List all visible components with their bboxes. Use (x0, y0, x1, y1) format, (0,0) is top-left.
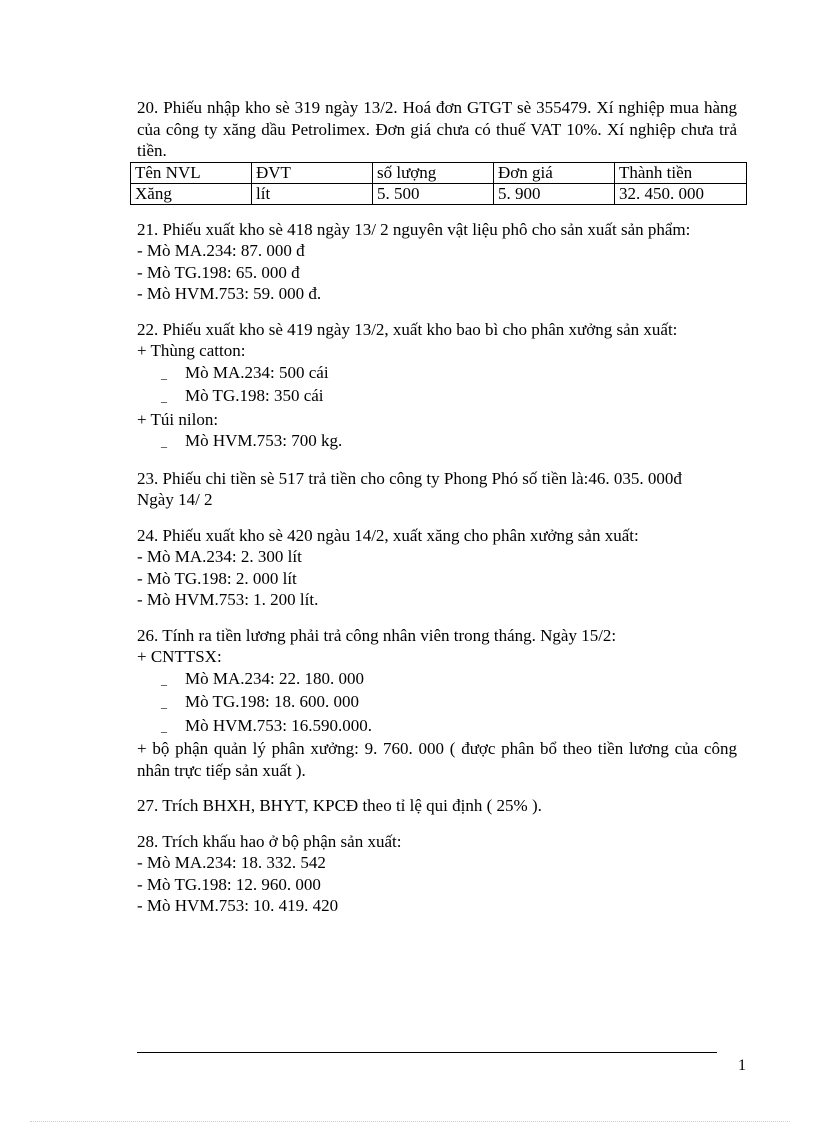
table-header-cell: ĐVT (252, 162, 373, 183)
section-28 (137, 831, 737, 917)
section-27-text: 27. Trích BHXH, BHYT, KPCĐ theo tỉ lệ qui định ( 25% ). (137, 796, 542, 815)
table-header-cell: Tên NVL (131, 162, 252, 183)
list-item: - Mò HVM.753: 10. 419. 420 (137, 896, 339, 915)
group-label: + Túi nilon: (137, 409, 219, 429)
page-edge-divider (30, 1121, 790, 1122)
footer-divider (137, 1052, 717, 1053)
table-cell: lít (252, 183, 373, 204)
list-item: - Mò HVM.753: 1. 200 lít. (137, 590, 319, 609)
section-24 (137, 525, 737, 611)
list-item: _ Mò HVM.753: 16.590.000. (137, 715, 737, 739)
list-item: - Mò HVM.753: 59. 000 đ. (137, 284, 322, 303)
list-item: _ Mò MA.234: 500 cái (137, 362, 737, 386)
bullet-icon: _ (161, 719, 167, 734)
table-cell: Xăng (131, 183, 252, 204)
list-item: - Mò MA.234: 87. 000 đ (137, 241, 305, 260)
table-header-cell: Thành tiền (615, 162, 747, 183)
section-20 (137, 97, 737, 205)
list-item: - Mò MA.234: 2. 300 lít (137, 547, 302, 566)
bullet-icon: _ (161, 696, 167, 710)
material-table (130, 162, 747, 205)
section-27 (137, 795, 737, 817)
section-23-text: 23. Phiếu chi tiền sè 517 trả tiền cho công ty Phong Phó số tiền là:46. 035. 000đ (137, 468, 682, 488)
bullet-icon: _ (161, 366, 167, 381)
table-row (131, 183, 747, 204)
section-28-text: 28. Trích khấu hao ở bộ phận sản xuất: (137, 831, 402, 851)
page-number: 1 (738, 1057, 746, 1074)
section-21-text: 21. Phiếu xuất kho sè 418 ngày 13/ 2 nguyên vật liệu phô cho sản xuất sản phẩm: (137, 219, 691, 239)
group-label: + CNTTSX: (137, 647, 222, 666)
list-item: _ Mò TG.198: 350 cái (137, 385, 737, 409)
table-cell: 5. 900 (494, 183, 615, 204)
list-item: - Mò MA.234: 18. 332. 542 (137, 853, 326, 872)
list-item: - Mò TG.198: 2. 000 lít (137, 568, 297, 588)
section-22-text: 22. Phiếu xuất kho sè 419 ngày 13/2, xuất kho bao bì cho phân xưởng sản xuất: (137, 319, 678, 339)
table-header-row (131, 162, 747, 183)
section-23 (137, 468, 737, 511)
section-20-text: 20. Phiếu nhập kho sè 319 ngày 13/2. Hoá đơn GTGT sè 355479. Xí nghiệp mua hàng của công ty xăng dầu Petrolimex. Đơn giá chưa có thuế VAT 10%. Xí nghiệp chưa trả tiền. (137, 98, 737, 160)
table-header-cell: Đơn giá (494, 162, 615, 183)
table-header-cell: số lượng (373, 162, 494, 183)
section-26 (137, 625, 737, 782)
document-body (137, 97, 737, 917)
date-line: Ngày 14/ 2 (137, 490, 213, 509)
bullet-icon: _ (161, 672, 167, 687)
section-22 (137, 319, 737, 454)
group-label: + Thùng catton: (137, 341, 246, 360)
list-item: _ Mò HVM.753: 700 kg. (137, 430, 737, 454)
list-item: - Mò TG.198: 65. 000 đ (137, 262, 300, 282)
table-cell: 5. 500 (373, 183, 494, 204)
list-item: _ Mò TG.198: 18. 600. 000 (137, 691, 737, 715)
table-cell: 32. 450. 000 (615, 183, 747, 204)
section-24-text: 24. Phiếu xuất kho sè 420 ngàu 14/2, xuất xăng cho phân xưởng sản xuất: (137, 525, 639, 545)
bullet-icon: _ (161, 390, 167, 404)
bullet-icon: _ (161, 435, 167, 449)
section-26-text: 26. Tính ra tiền lương phải trả công nhân viên trong tháng. Ngày 15/2: (137, 625, 617, 645)
section-26-note: + bộ phận quản lý phân xưởng: 9. 760. 000 ( được phân bổ theo tiền lương của công nhân trực tiếp sản xuất ). (137, 739, 737, 780)
section-21 (137, 219, 737, 305)
list-item: _ Mò MA.234: 22. 180. 000 (137, 668, 737, 692)
list-item: - Mò TG.198: 12. 960. 000 (137, 874, 321, 894)
